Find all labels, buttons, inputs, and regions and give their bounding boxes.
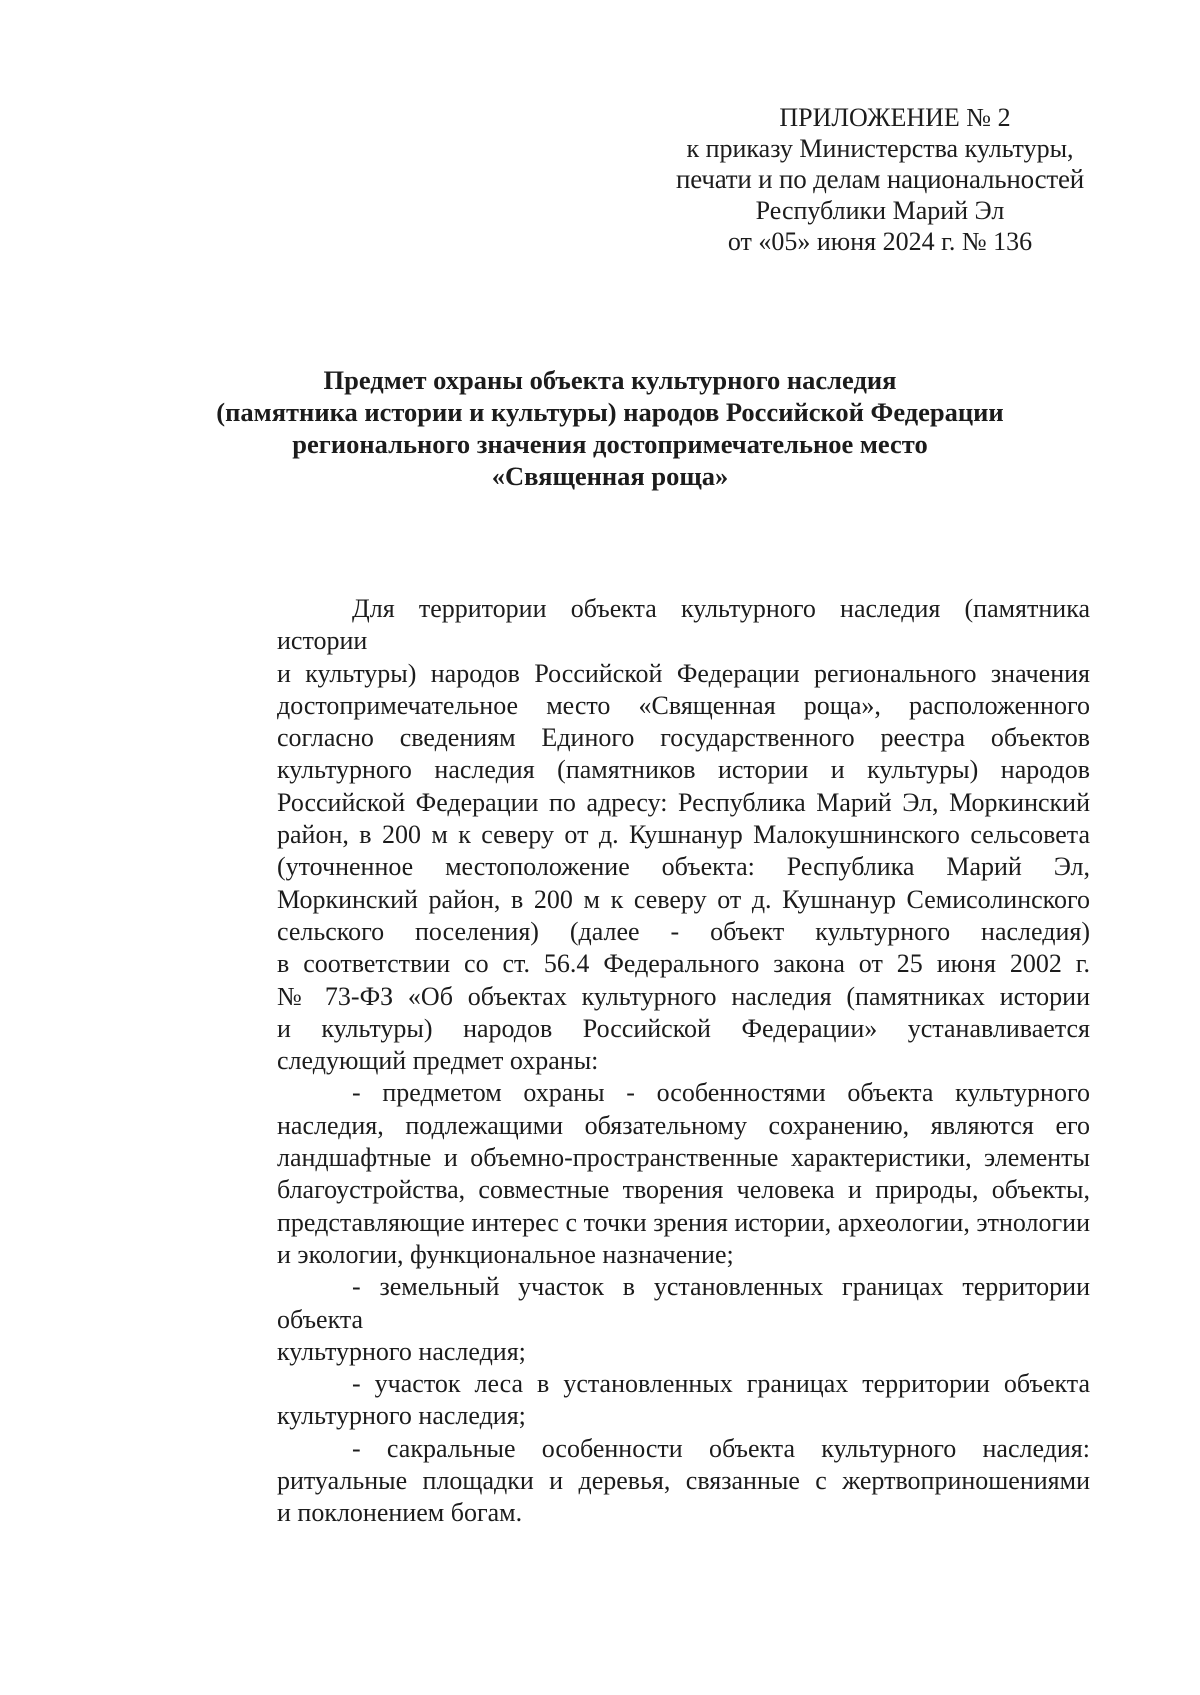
document-body	[202, 593, 1090, 1530]
text-line: достопримечательное место «Священная роща», расположенного	[277, 690, 1090, 720]
text-line: Российской Федерации по адресу: Республика Марий Эл, Моркинский	[277, 787, 1090, 817]
paragraph-intro	[202, 593, 1090, 1077]
text-line: сельского поселения) (далее - объект культурного наследия)	[277, 916, 1090, 946]
text-line: - участок леса в установленных границах территории объекта	[352, 1369, 1090, 1399]
title-line: «Священная роща»	[491, 461, 729, 491]
document-title	[150, 364, 1070, 492]
text-line: культурного наследия;	[277, 1401, 526, 1431]
text-line: Моркинский район, в 200 м к северу от д. Кушнанур Семисолинского	[277, 884, 1090, 914]
text-line: в соответствии со ст. 56.4 Федерального закона от 25 июня 2002 г.	[277, 949, 1090, 979]
text-line: Для территории объекта культурного наследия (памятника истории	[277, 594, 1090, 656]
text-line: - земельный участок в установленных границах территории объекта	[277, 1272, 1090, 1334]
title-line: Предмет охраны объекта культурного наследия	[323, 365, 897, 395]
order-reference: к приказу Министерства культуры,	[686, 134, 1074, 163]
paragraph-item-land	[202, 1271, 1090, 1368]
text-line: ритуальные площадки и деревья, связанные с жертвоприношениями	[277, 1466, 1090, 1496]
appendix-header	[600, 102, 1160, 257]
text-line: ландшафтные и объемно-пространственные характеристики, элементы	[277, 1143, 1090, 1173]
text-line: № 73-ФЗ «Об объектах культурного наследия (памятниках истории	[277, 981, 1090, 1011]
text-line: культурного наследия (памятников истории и культуры) народов	[277, 755, 1090, 785]
title-line: регионального значения достопримечательное место	[292, 429, 928, 459]
text-line: наследия, подлежащими обязательному сохранению, являются его	[277, 1110, 1090, 1140]
ministry-name: печати и по делам национальностей	[675, 164, 1085, 194]
text-line: и культуры) народов Российской Федерации регионального значения	[277, 658, 1090, 688]
text-line: культурного наследия;	[277, 1336, 526, 1366]
text-line: район, в 200 м к северу от д. Кушнанур Малокушнинского сельсовета	[277, 820, 1090, 850]
text-line: следующий предмет охраны:	[277, 1046, 599, 1076]
paragraph-item-forest	[202, 1368, 1090, 1433]
text-line: (уточненное местоположение объекта: Республика Марий Эл,	[277, 852, 1090, 882]
text-line: и экологии, функциональное назначение;	[277, 1239, 734, 1269]
text-line: - предметом охраны - особенностями объекта культурного	[352, 1078, 1090, 1108]
text-line: и поклонением богам.	[277, 1498, 523, 1528]
appendix-number: ПРИЛОЖЕНИЕ № 2	[779, 103, 1011, 132]
paragraph-item-features	[202, 1077, 1090, 1271]
text-line: представляющие интерес с точки зрения истории, археологии, этнологии	[277, 1207, 1090, 1237]
text-line: благоустройства, совместные творения человека и природы, объекты,	[277, 1175, 1090, 1205]
order-date-number: от «05» июня 2024 г. № 136	[727, 227, 1033, 256]
text-line: и культуры) народов Российской Федерации» устанавливается	[277, 1013, 1090, 1043]
text-line: - сакральные особенности объекта культурного наследия:	[352, 1433, 1090, 1463]
republic-name: Республики Марий Эл	[755, 196, 1005, 225]
paragraph-item-sacral	[202, 1433, 1090, 1530]
title-line: (памятника истории и культуры) народов Российской Федерации	[216, 397, 1004, 427]
text-line: согласно сведениям Единого государственного реестра объектов	[277, 723, 1090, 753]
